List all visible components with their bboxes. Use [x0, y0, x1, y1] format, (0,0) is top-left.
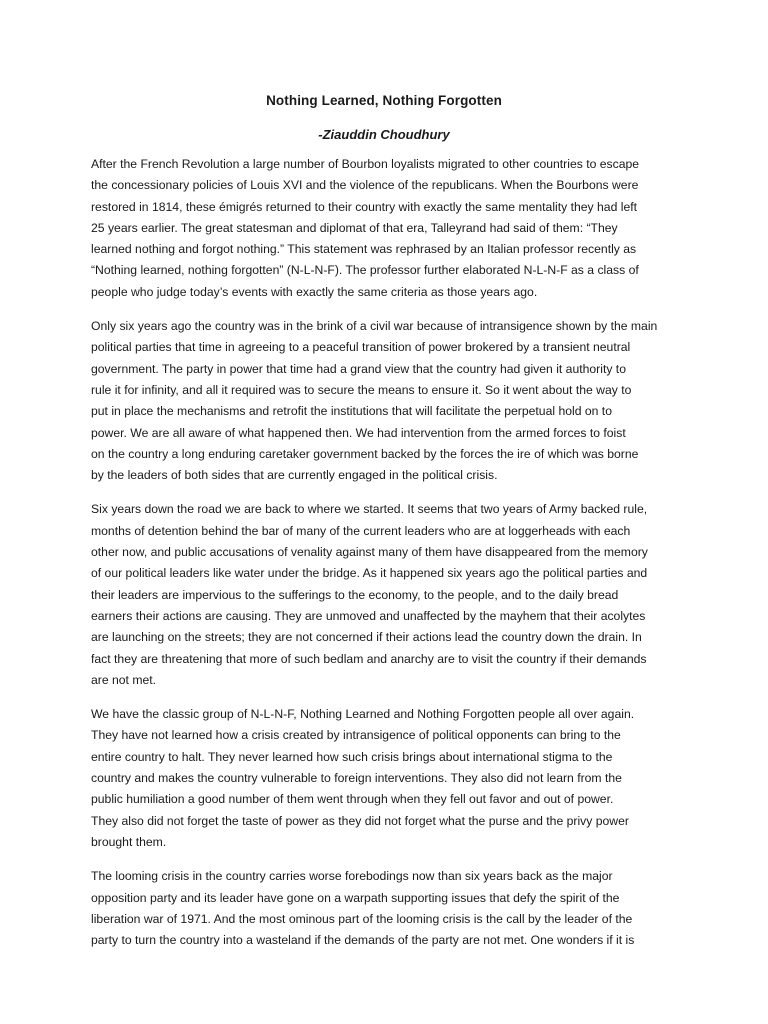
text-line: put in place the mechanisms and retrofit the institutions that will facilitate the perpetual hold on to [91, 404, 612, 419]
text-line: learned nothing and forgot nothing.” This statement was rephrased by an Italian professor recently as [91, 242, 637, 257]
paragraph-2 [91, 316, 681, 486]
text-line: 25 years earlier. The great statesman and diplomat of that era, Talleyrand had said of them: “They [91, 220, 618, 235]
document-title: Nothing Learned, Nothing Forgotten [266, 93, 502, 108]
text-line: government. The party in power that time had a grand view that the country had given it authority to [91, 361, 626, 376]
paragraph-3 [91, 499, 681, 691]
text-line: The looming crisis in the country carries worse forebodings now than six years back as the major [91, 869, 613, 884]
text-line: entire country to halt. They never learned how such crisis brings about international stigma to the [91, 749, 613, 764]
paragraph-1 [91, 154, 681, 303]
text-line: of our political leaders like water under the bridge. As it happened six years ago the political parties and [91, 566, 648, 581]
text-line: rule it for infinity, and all it required was to secure the means to ensure it. So it went about the way to [91, 382, 632, 397]
text-line: the concessionary policies of Louis XVI and the violence of the republicans. When the Bourbons were [91, 178, 639, 193]
text-line: opposition party and its leader have gone on a warpath supporting issues that defy the spirit of the [91, 890, 620, 905]
text-line: party to turn the country into a wasteland if the demands of the party are not met. One wonders if it is [91, 933, 635, 948]
text-line: political parties that time in agreeing to a peaceful transition of power brokered by a transient neutral [91, 340, 631, 355]
document-author: -Ziauddin Choudhury [318, 127, 450, 142]
text-line: We have the classic group of N-L-N-F, Nothing Learned and Nothing Forgotten people all over again. [91, 707, 635, 722]
document-body [91, 154, 681, 964]
text-line: country and makes the country vulnerable to foreign interventions. They also did not learn from the [91, 771, 622, 786]
paragraph-4 [91, 704, 681, 853]
text-line: fact they are threatening that more of such bedlam and anarchy are to visit the country if their demands [91, 651, 647, 666]
text-line: people who judge today’s events with exactly the same criteria as those years ago. [91, 284, 538, 299]
text-line: brought them. [91, 834, 167, 849]
text-line: After the French Revolution a large number of Bourbon loyalists migrated to other countries to escape [91, 157, 640, 171]
text-line: Six years down the road we are back to where we started. It seems that two years of Army backed rule, [91, 502, 648, 517]
text-line: their leaders are impervious to the sufferings to the economy, to the people, and to the daily bread [91, 587, 619, 602]
text-line: months of detention behind the bar of many of the current leaders who are at loggerheads with each [91, 523, 631, 538]
text-line: are launching on the streets; they are not concerned if their actions lead the country down the drain. In [91, 630, 642, 645]
text-line: liberation war of 1971. And the most ominous part of the looming crisis is the call by the leader of the [91, 911, 633, 926]
text-line: by the leaders of both sides that are currently engaged in the political crisis. [91, 468, 498, 483]
text-line: other now, and public accusations of venality against many of them have disappeared from the memory [91, 545, 648, 560]
text-line: power. We are all aware of what happened then. We had intervention from the armed forces to foist [91, 425, 626, 440]
text-line: They also did not forget the taste of power as they did not forget what the purse and the privy power [91, 813, 629, 828]
text-line: They have not learned how a crisis created by intransigence of political opponents can bring to the [91, 728, 621, 743]
text-line: public humiliation a good number of them went through when they fell out favor and out of power. [91, 792, 614, 807]
text-line: Only six years ago the country was in the brink of a civil war because of intransigence shown by the main [91, 319, 658, 334]
text-line: restored in 1814, these émigrés returned to their country with exactly the same mentality they had left [91, 199, 638, 214]
text-line: earners their actions are causing. They are unmoved and unaffected by the mayhem that their acolytes [91, 608, 646, 623]
text-line: on the country a long enduring caretaker government backed by the forces the ire of which was borne [91, 446, 639, 461]
paragraph-5 [91, 866, 681, 951]
text-line: are not met. [91, 672, 157, 687]
text-line: “Nothing learned, nothing forgotten” (N-L-N-F). The professor further elaborated N-L-N-F as a class of [91, 263, 639, 278]
